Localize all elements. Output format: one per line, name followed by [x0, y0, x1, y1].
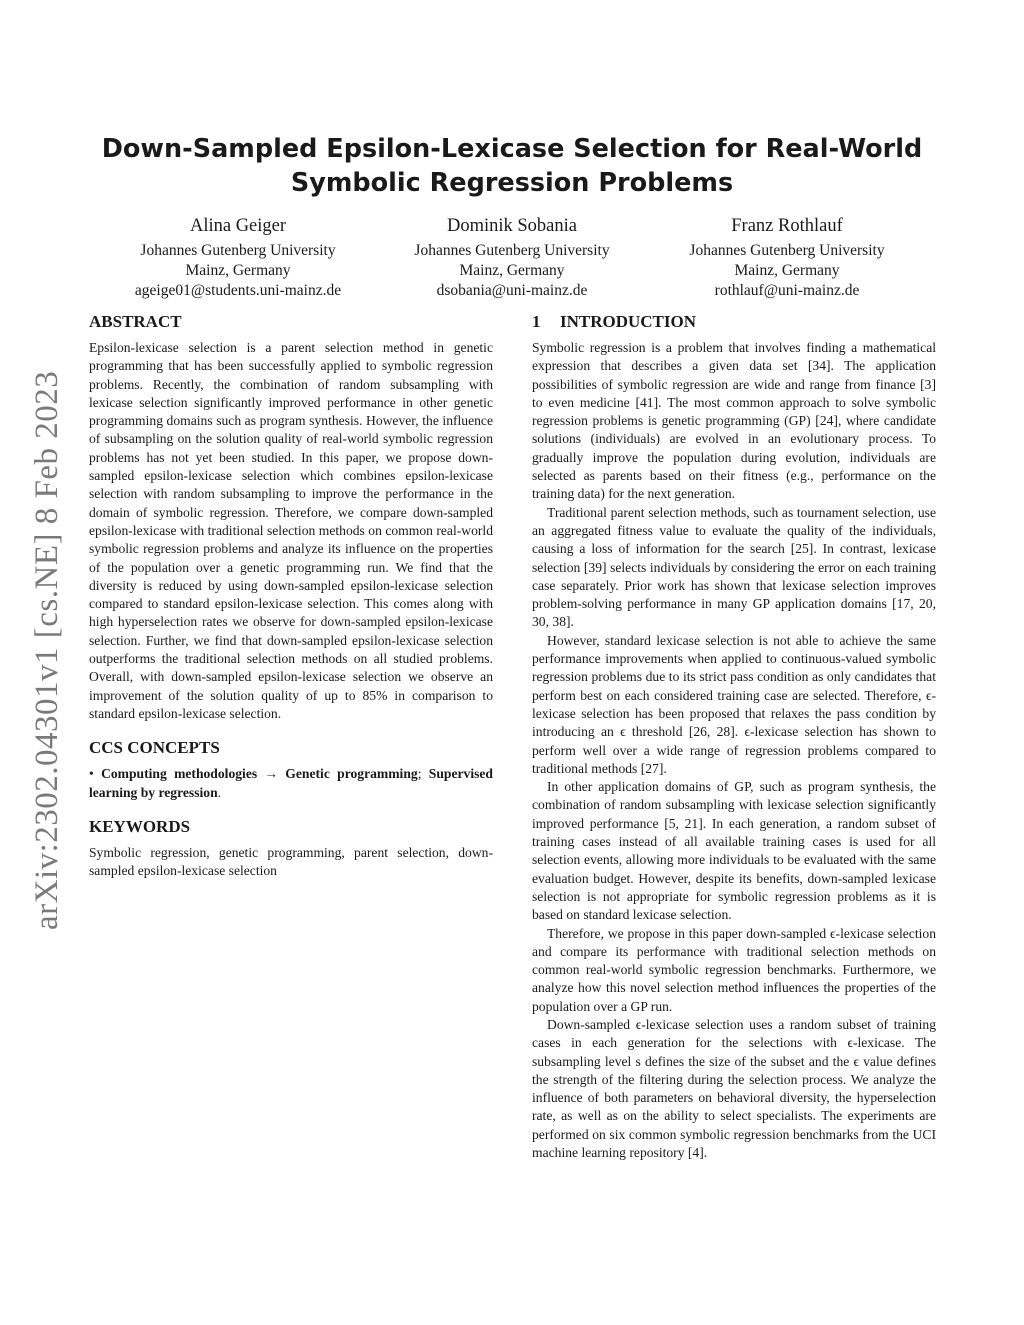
- author-location: Mainz, Germany: [459, 262, 565, 279]
- arxiv-identifier: arXiv:2302.04301v1 [cs.NE] 8 Feb 2023: [29, 370, 65, 930]
- author-email: dsobania@uni-mainz.de: [436, 282, 588, 299]
- intro-paragraph: Therefore, we propose in this paper down-sampled ϵ-lexicase selection and compare its performance with traditional selection methods on common real-world symbolic regression benchmarks. Furthermore, we analyze how this novel selection method influences the properties of the population over a GP run.: [532, 925, 936, 1014]
- author-name: Dominik Sobania: [446, 216, 577, 236]
- ccs-heading: CCS CONCEPTS: [89, 738, 220, 758]
- intro-paragraph: In other application domains of GP, such as program synthesis, the combination of random subsampling with lexicase selection significantly improved performance [5, 21]. In each generation, a random subset of training cases instead of all available training cases is used for all selection events, allowing more individuals to be evaluated with the same evaluation budget. However, despite its benefits, down-sampled lexicase selection is not appropriate for symbolic regression problems as it is based on standard lexicase selection.: [532, 779, 936, 923]
- ccs-separator: ;: [417, 766, 429, 782]
- ccs-concept-1: Computing methodologies → Genetic programming: [101, 766, 418, 782]
- title-line-1: Down-Sampled Epsilon-Lexicase Selection for Real-World: [101, 134, 923, 164]
- author-affiliation: Johannes Gutenberg University: [414, 242, 610, 259]
- abstract-text: Epsilon-lexicase selection is a parent selection method in genetic programming that has been successfully applied to symbolic regression problems. Recently, the combination of random subsampling with lexicase selection significantly improved performance in other genetic programming domains such as program synthesis. However, the influence of subsampling on the solution quality of real-world symbolic regression problems has not yet been studied. In this paper, we propose down-sampled epsilon-lexicase selection which combines epsilon-lexicase selection with random subsampling to improve the performance in the domain of symbolic regression. Therefore, we compare down-sampled epsilon-lexicase with traditional selection methods on common real-world symbolic regression problems and analyze its influence on the properties of the population over a genetic programming run. We find that the diversity is reduced by using down-sampled epsilon-lexicase selection compared to standard epsilon-lexicase selection. This comes along with high hyperselection rates we observe for down-sampled epsilon-lexicase selection. Further, we find that down-sampled epsilon-lexicase selection outperforms the traditional selection methods on all studied problems. Overall, with down-sampled epsilon-lexicase selection we observe an improvement of the solution quality of up to 85% in comparison to standard epsilon-lexicase selection.: [89, 340, 493, 721]
- ccs-concept-2: Supervised learning by regression: [89, 766, 493, 800]
- right-column: [532, 311, 936, 1162]
- author-name: Alina Geiger: [189, 216, 287, 236]
- author-block-3: [637, 214, 937, 301]
- abstract-heading: ABSTRACT: [89, 312, 182, 331]
- paper-title: [90, 132, 934, 200]
- author-email: ageige01@students.uni-mainz.de: [134, 282, 342, 299]
- author-affiliation: Johannes Gutenberg University: [140, 242, 336, 259]
- bullet: •: [89, 766, 94, 782]
- keywords-text: Symbolic regression, genetic programming, parent selection, down-sampled epsilon-lexicase selection: [89, 844, 493, 879]
- ccs-end: .: [217, 784, 222, 800]
- author-affiliation: Johannes Gutenberg University: [689, 242, 885, 259]
- author-block-2: [362, 214, 662, 301]
- section-number: 1: [532, 312, 541, 331]
- intro-paragraph: Traditional parent selection methods, such as tournament selection, use an aggregated fitness value to evaluate the quality of the individuals, causing a loss of information for the search [25]. In contrast, lexicase selection [39] selects individuals by considering the error on each training case separately. Prior work has shown that lexicase selection improves problem-solving performance in many GP application domains [17, 20, 30, 38].: [532, 504, 936, 630]
- author-name: Franz Rothlauf: [731, 216, 843, 236]
- ccs-text: [89, 765, 493, 802]
- author-block-1: [88, 214, 388, 301]
- section-title: INTRODUCTION: [560, 312, 697, 331]
- author-location: Mainz, Germany: [734, 262, 840, 279]
- author-email: rothlauf@uni-mainz.de: [714, 282, 860, 299]
- title-line-2: Symbolic Regression Problems: [290, 168, 734, 198]
- introduction-heading: [532, 311, 936, 333]
- author-location: Mainz, Germany: [185, 262, 291, 279]
- intro-paragraph: However, standard lexicase selection is not able to achieve the same performance improvements when applied to continuous-valued symbolic regression problems due to its strict pass condition as only candidates that perform best on each considered training case are selected. Therefore, ϵ-lexicase selection has been proposed that relaxes the pass condition by introducing an ϵ threshold [26, 28]. ϵ-lexicase selection has shown to perform well over a wide range of regression problems compared to traditional methods [27].: [532, 632, 936, 776]
- intro-paragraph: Symbolic regression is a problem that involves finding a mathematical expression that describes a given data set [34]. The application possibilities of symbolic regression are wide and range from finance [3] to even medicine [41]. The most common approach to solve symbolic regression problems is genetic programming (GP) [24], where candidate solutions (individuals) are evolved in an evolutionary process. To gradually improve the population during evolution, individuals are selected as parents based on their fitness (e.g., performance on the training data) for the next generation.: [532, 340, 936, 502]
- keywords-heading: KEYWORDS: [89, 816, 191, 836]
- intro-paragraph: Down-sampled ϵ-lexicase selection uses a random subset of training cases in each generation for the selections with ϵ-lexicase. The subsampling level s defines the size of the subset and the ϵ value defines the strength of the filtering during the selection process. We analyze the influence of both parameters on behavioral diversity, the hyperselection rate, as well as on the ability to select specialists. The experiments are performed on six common symbolic regression benchmarks from the UCI machine learning repository [4].: [532, 1016, 936, 1161]
- left-column: [89, 311, 493, 880]
